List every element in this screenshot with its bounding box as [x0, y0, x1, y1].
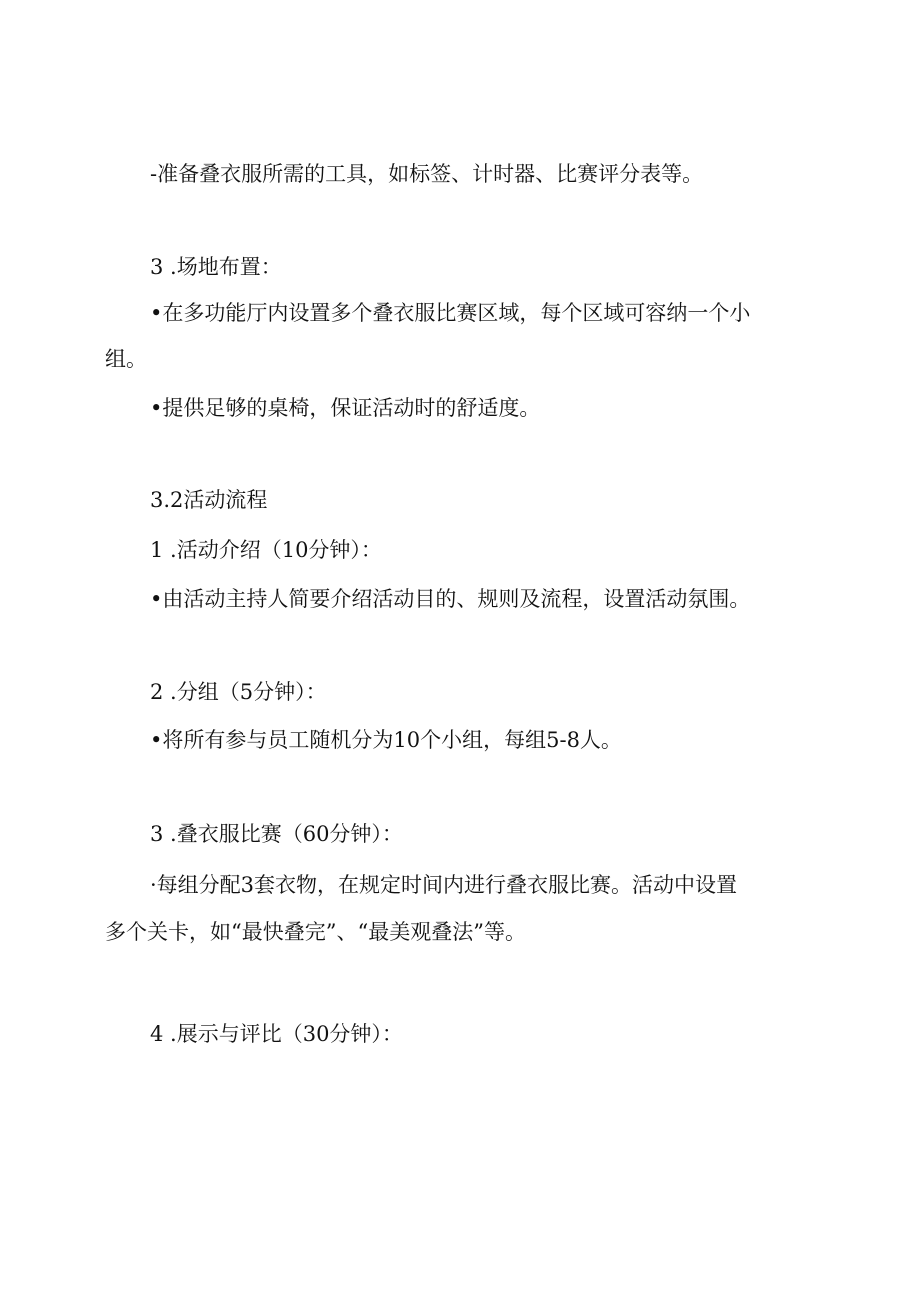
step-2-heading: 2 .分组（5分钟）：	[150, 680, 327, 704]
step-2-bullet: •将所有参与员工随机分为10个小组，每组5-8人。	[150, 728, 622, 752]
step-1-bullet: •由活动主持人简要介绍活动目的、规则及流程，设置活动氛围。	[150, 587, 751, 611]
prep-tools-text: -准备叠衣服所需的工具，如标签、计时器、比赛评分表等。	[150, 162, 704, 186]
step-3-heading: 3 .叠衣服比赛（60分钟）：	[150, 822, 403, 846]
step-3-bullet-line-2: 多个关卡，如“最快叠完”、“最美观叠法”等。	[105, 920, 526, 944]
venue-bullet-1-line-1: •在多功能厅内设置多个叠衣服比赛区域，每个区域可容纳一个小	[150, 301, 751, 325]
venue-heading: 3 .场地布置：	[150, 255, 282, 279]
venue-bullet-2: •提供足够的桌椅，保证活动时的舒适度。	[150, 396, 541, 420]
step-4-heading: 4 .展示与评比（30分钟）：	[150, 1022, 403, 1046]
venue-bullet-1-line-2: 组。	[105, 347, 147, 371]
step-1-heading: 1 .活动介绍（10分钟）：	[150, 538, 382, 562]
step-3-bullet-line-1: ·每组分配3套衣物，在规定时间内进行叠衣服比赛。活动中设置	[150, 873, 738, 897]
section-title: 3.2活动流程	[150, 488, 268, 512]
